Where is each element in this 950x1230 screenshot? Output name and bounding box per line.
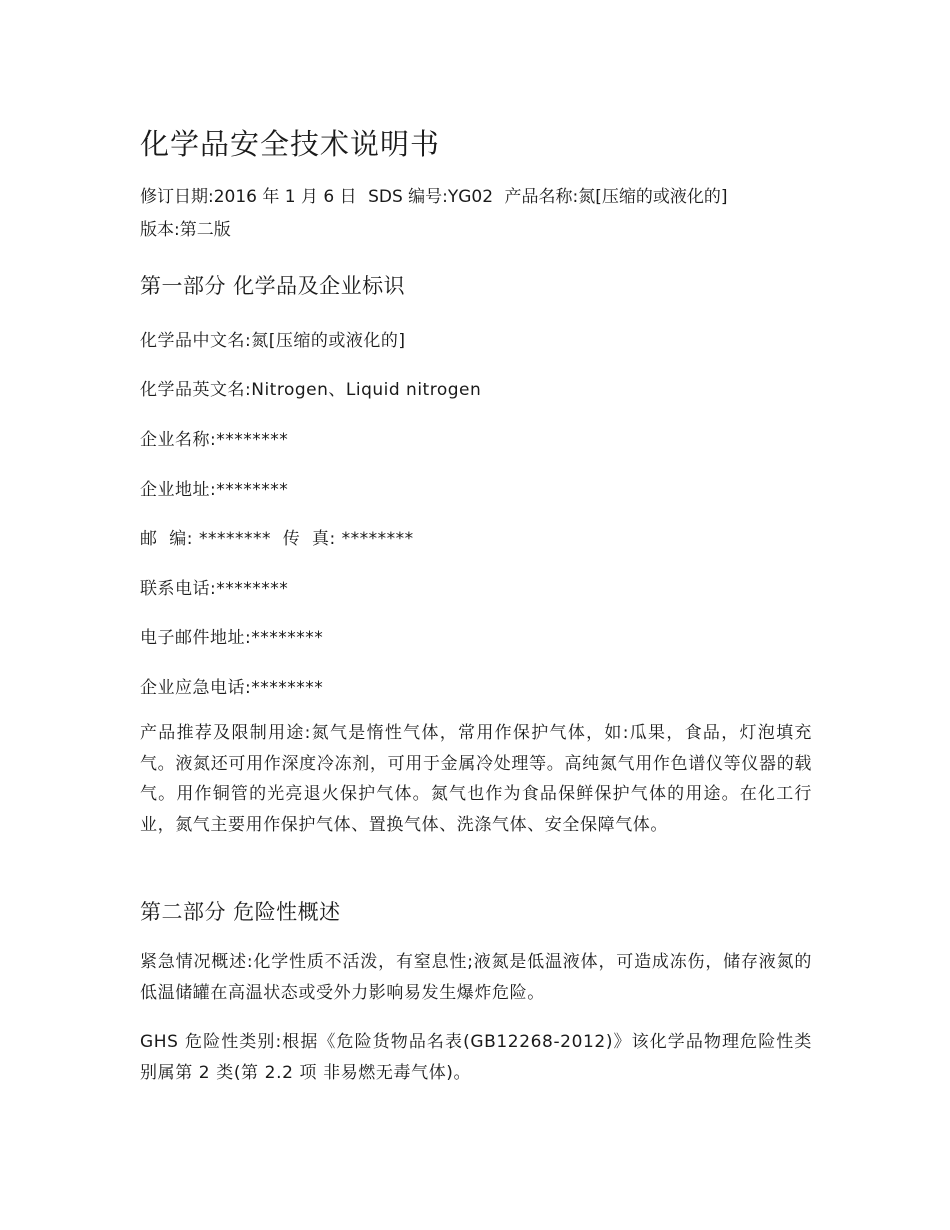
document-title: 化学品安全技术说明书 (140, 127, 441, 161)
revision-date: 修订日期:2016 年 1 月 6 日 (140, 187, 357, 207)
usage-paragraph: 产品推荐及限制用途:氮气是惰性气体，常用作保护气体，如:瓜果，食品，灯泡填充气。液氮还可用作深度冷冻剂，可用于金属冷处理等。高纯氮气用作色谱仪等仪器的载气。用作铜管的光亮退火保护气体。氮气也作为食品保鲜保护气体的用途。在化工行业，氮气主要用作保护气体、置换气体、洗涤气体、安全保障气体。 (140, 723, 812, 835)
cn-name-field: 化学品中文名:氮[压缩的或液化的] (140, 331, 406, 351)
product-name: 产品名称:氮[压缩的或液化的] (504, 187, 728, 207)
ghs-paragraph: GHS 危险性类别:根据《危险货物品名表(GB12268-2012)》该化学品物理危险性类别属第 2 类(第 2.2 项 非易燃无毒气体)。 (140, 1032, 812, 1083)
emergency-phone-field: 企业应急电话:******** (140, 678, 324, 698)
postcode-fax-field: 邮 编: ******** 传 真: ******** (140, 529, 414, 549)
sds-number: SDS 编号:YG02 (368, 187, 494, 207)
en-name-field: 化学品英文名:Nitrogen、Liquid nitrogen (140, 380, 482, 400)
company-name-field: 企业名称:******** (140, 430, 289, 450)
email-field: 电子邮件地址:******** (140, 628, 324, 648)
section2-heading: 第二部分 危险性概述 (140, 900, 341, 924)
company-address-field: 企业地址:******** (140, 480, 289, 500)
phone-field: 联系电话:******** (140, 579, 289, 599)
emergency-overview-paragraph: 紧急情况概述:化学性质不活泼，有窒息性;液氮是低温液体，可造成冻伤，储存液氮的低温储罐在高温状态或受外力影响易发生爆炸危险。 (140, 952, 812, 1003)
document-meta (140, 181, 830, 247)
version: 版本:第二版 (140, 220, 231, 240)
section1-heading: 第一部分 化学品及企业标识 (140, 274, 406, 298)
